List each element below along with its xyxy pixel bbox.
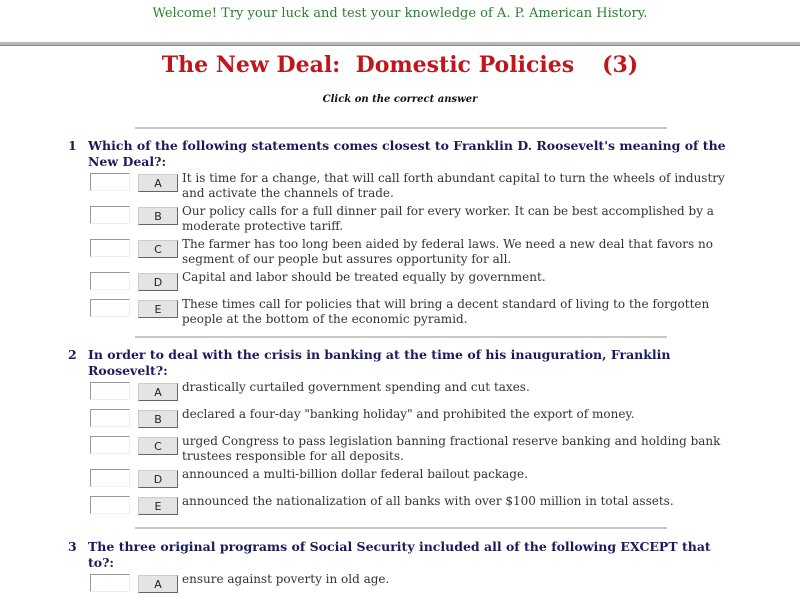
page-title-text: The New Deal: Domestic Policies [161,52,575,78]
answer-button-d[interactable]: D [138,470,178,488]
answer-feedback-box [90,574,130,592]
q3-option-a [90,574,750,602]
answer-button-a[interactable]: A [138,575,178,593]
option-text: The farmer has too long been aided by federal laws. We need a new deal that favors no segment of our people but assures opportunity for all. [182,237,713,266]
option-text: urged Congress to pass legislation banning fractional reserve banking and holding bank trustees responsible for all deposits. [182,434,721,463]
answer-button-a[interactable]: A [138,383,178,401]
option-text: announced a multi-billion dollar federal bailout package. [182,467,528,481]
q1-option-e [90,299,750,327]
answer-feedback-box [90,206,130,224]
answer-feedback-box [90,272,130,290]
q1-option-d [90,272,750,300]
question-text: In order to deal with the crisis in banking at the time of his inauguration, Franklin Roosevelt?: [88,347,671,378]
option-text: declared a four-day "banking holiday" and prohibited the export of money. [182,407,635,421]
option-text: ensure against poverty in old age. [182,572,390,586]
option-text: It is time for a change, that will call forth abundant capital to turn the wheels of industry and activate the channels of trade. [182,171,725,200]
option-text: Our policy calls for a full dinner pail for every worker. It can be best accomplished by a moderate protective tariff. [182,204,714,233]
header-rule [0,42,800,46]
instructions: Click on the correct answer [322,94,478,105]
answer-feedback-box [90,382,130,400]
q2-option-e [90,496,750,524]
question-text: Which of the following statements comes closest to Franklin D. Roosevelt's meaning of the New Deal?: [88,138,726,169]
answer-button-a[interactable]: A [138,174,178,192]
answer-feedback-box [90,239,130,257]
answer-button-c[interactable]: C [138,240,178,258]
page-title [0,52,800,78]
answer-feedback-box [90,496,130,514]
q2-option-d [90,469,750,497]
answer-feedback-box [90,469,130,487]
q1-option-a [90,173,750,201]
question-2 [68,347,738,379]
divider [135,527,667,529]
answer-feedback-box [90,409,130,427]
question-1 [68,138,738,170]
answer-button-e[interactable]: E [138,300,178,318]
divider [135,336,667,338]
answer-button-b[interactable]: B [138,410,178,428]
page-number: (3) [602,52,639,78]
q1-option-b [90,206,750,234]
q1-option-c [90,239,750,267]
option-text: drastically curtailed government spending and cut taxes. [182,380,530,394]
question-3 [68,539,738,571]
divider [135,127,667,129]
answer-feedback-box [90,436,130,454]
question-number: 3 [68,539,77,554]
q2-option-b [90,409,750,437]
question-number: 1 [68,138,77,153]
option-text: These times call for policies that will bring a decent standard of living to the forgotten people at the bottom of the economic pyramid. [182,297,710,326]
q2-option-c [90,436,750,464]
answer-feedback-box [90,299,130,317]
answer-feedback-box [90,173,130,191]
option-text: announced the nationalization of all banks with over $100 million in total assets. [182,494,674,508]
option-text: Capital and labor should be treated equally by government. [182,270,546,284]
question-text: The three original programs of Social Security included all of the following EXCEPT that to?: [88,539,711,570]
answer-button-c[interactable]: C [138,437,178,455]
answer-button-b[interactable]: B [138,207,178,225]
q2-option-a [90,382,750,410]
answer-button-d[interactable]: D [138,273,178,291]
answer-button-e[interactable]: E [138,497,178,515]
question-number: 2 [68,347,77,362]
welcome-banner: Welcome! Try your luck and test your knowledge of A. P. American History. [152,6,648,21]
